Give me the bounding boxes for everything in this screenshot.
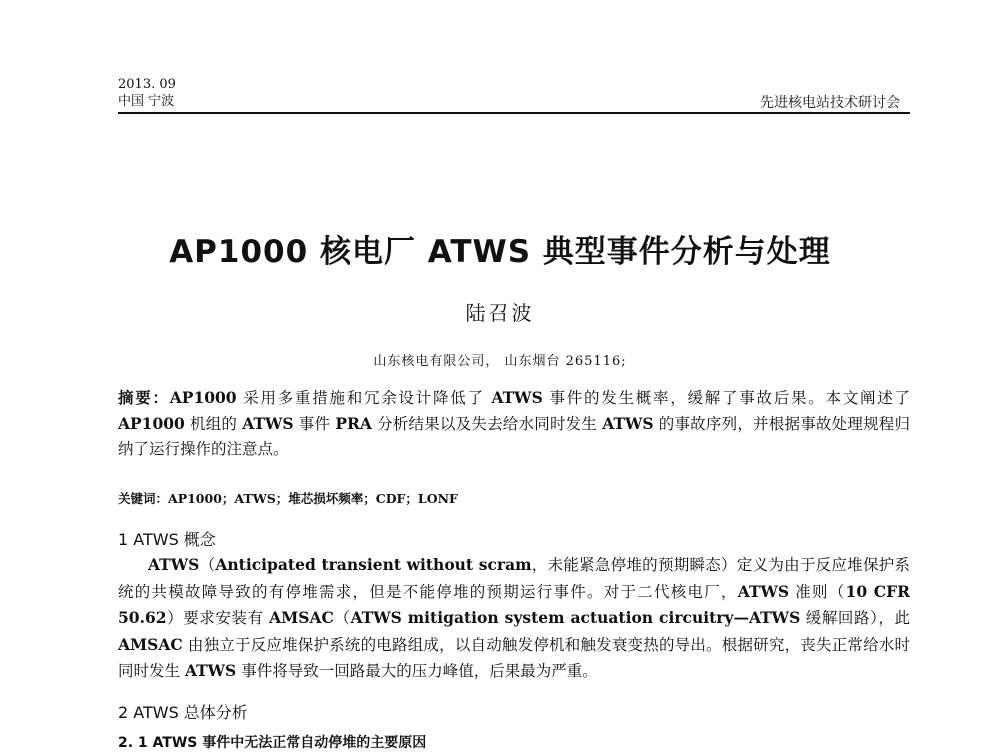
section-1-heading: 1 ATWS 概念 [118,530,216,549]
body-text: ）要求安装有 [166,609,270,627]
abstract-term: PRA [335,414,372,433]
body-text: （ [199,556,216,574]
keywords: 关键词：AP1000；ATWS；堆芯损坏频率；CDF；LONF [118,491,458,506]
body-term: AMSAC [269,608,334,627]
section-1-body [118,552,910,685]
body-term: ATWS mitigation system actuation circuitry—ATWS [350,608,801,627]
body-text: 缓解回路），此 [800,609,910,627]
abstract-text: 的事故序列，并根据事故处理规程归纳了运行操作的注意点。 [118,415,911,458]
section-2-heading: 2 ATWS 总体分析 [118,703,248,722]
paper-affiliation: 山东核电有限公司， 山东烟台 265116; [373,354,627,369]
abstract-text: 事件 [293,415,336,433]
abstract-term: AP1000 [118,414,185,433]
paper-title: AP1000 核电厂 ATWS 典型事件分析与处理 [169,234,831,270]
body-text: 准则（ [789,582,846,601]
body-text: 事件将导致一回路最大的压力峰值，后果最为严重。 [236,662,598,680]
body-term: 10 CFR 50.62 [118,581,910,627]
header-conference: 先进核电站技术研讨会 [760,95,900,111]
abstract-term: ATWS [491,388,543,407]
abstract-term: ATWS [242,414,294,433]
header-left [118,76,176,110]
abstract-text: 机组的 [184,415,243,433]
body-term: ATWS [737,581,790,601]
body-term: ATWS [184,661,237,680]
abstract-term: AP1000 [169,388,237,407]
header-rule [118,112,910,114]
abstract-label: 摘要： [118,388,170,407]
abstract-text: 采用多重措施和冗余设计降低了 [236,389,492,407]
abstract-text: 事件的发生概率，缓解了事故后果。本文阐述了 [542,389,910,407]
header-date: 2013. 09 [118,77,176,92]
abstract [118,385,910,462]
body-text: （ [333,609,351,627]
body-term: ATWS [148,555,200,574]
body-text: 由独立于反应堆保护系统的电路组成，以自动触发停机和触发衰变热的导出。根据研究，丧失正常给水时同时发生 [118,635,910,680]
paper-author: 陆召波 [465,301,535,325]
abstract-term: ATWS [602,414,654,433]
header-location: 中国 宁波 [118,94,175,109]
body-term: Anticipated transient without scram [215,555,532,574]
abstract-text: 分析结果以及失去给水同时发生 [371,415,603,433]
section-2-1-heading: 2. 1 ATWS 事件中无法正常自动停堆的主要原因 [118,735,427,751]
body-term: AMSAC [118,634,183,654]
body-text: ，未能紧急停堆的预期瞬态）定义为由于反应堆保护系统的共模故障导致的有停堆需求，但是不能停堆的预期运行事件。对于二代核电厂， [118,556,910,601]
